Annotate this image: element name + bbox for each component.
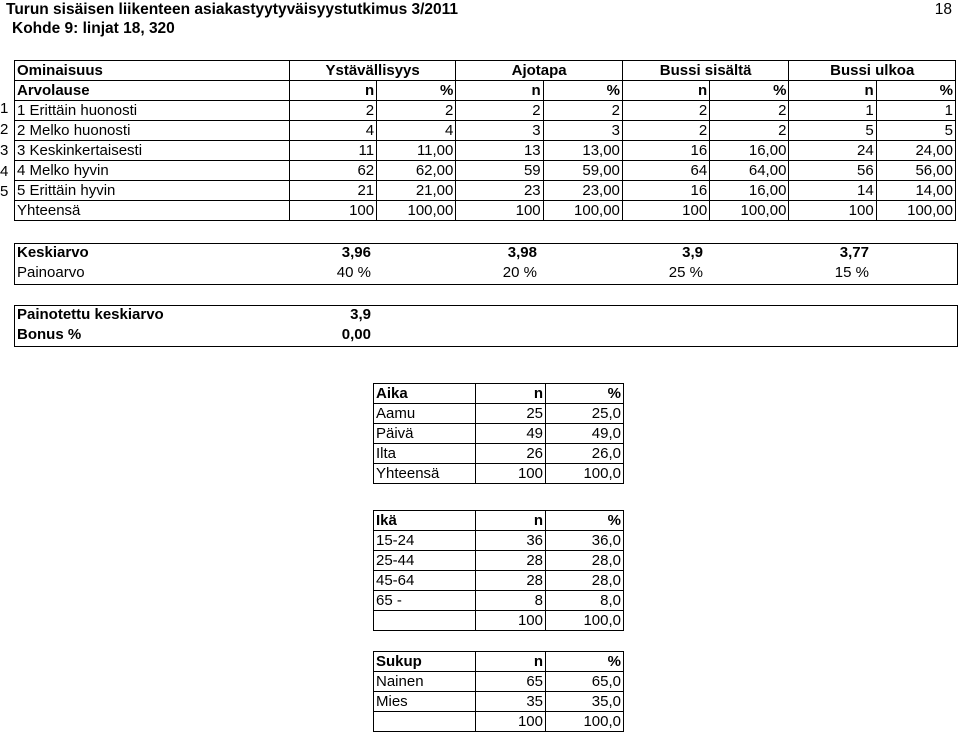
keskiarvo-label: Keskiarvo <box>17 244 89 261</box>
table-cell: 8,0 <box>546 591 624 611</box>
table-cell: 36 <box>476 531 546 551</box>
table-cell: 49 <box>476 424 546 444</box>
table-cell: 100 <box>622 201 709 221</box>
table-cell: 8 <box>476 591 546 611</box>
table-cell: 100 <box>289 201 376 221</box>
ika-header: Ikä <box>374 511 476 531</box>
table-cell: 5 <box>789 121 876 141</box>
n-header: n <box>476 384 546 404</box>
table-row <box>374 712 624 732</box>
table-cell: 28 <box>476 551 546 571</box>
table-cell: 100 <box>789 201 876 221</box>
table-cell: 4 <box>377 121 456 141</box>
table-cell: 1 <box>789 101 876 121</box>
row-label: Mies <box>374 692 476 712</box>
gender-table <box>373 651 624 732</box>
header-percent: % <box>543 81 622 101</box>
table-cell: 100,0 <box>546 712 624 732</box>
table-cell: 13,00 <box>543 141 622 161</box>
row-label: 65 - <box>374 591 476 611</box>
table-cell: 16,00 <box>710 181 789 201</box>
table-cell: 23 <box>456 181 543 201</box>
row-label: 15-24 <box>374 531 476 551</box>
header-ystavallisyys: Ystävällisyys <box>289 61 456 81</box>
painoarvo-ajotapa: 20 % <box>502 264 537 281</box>
row-label: 4 Melko hyvin <box>15 161 290 181</box>
table-cell: 100,00 <box>876 201 955 221</box>
weighted-average-value: 3,9 <box>350 306 371 323</box>
table-row <box>15 181 956 201</box>
table-row <box>374 611 624 631</box>
table-cell: 28 <box>476 571 546 591</box>
table-row <box>374 591 624 611</box>
row-label: Yhteensä <box>15 201 290 221</box>
table-cell: 35,0 <box>546 692 624 712</box>
row-label: 45-64 <box>374 571 476 591</box>
row-label: 5 Erittäin hyvin <box>15 181 290 201</box>
row-label: 1 Erittäin huonosti <box>15 101 290 121</box>
average-box <box>14 243 958 285</box>
table-row <box>374 692 624 712</box>
table-row <box>374 571 624 591</box>
table-cell: 3 <box>543 121 622 141</box>
row-label <box>374 611 476 631</box>
table-cell: 36,0 <box>546 531 624 551</box>
table-cell: 5 <box>876 121 955 141</box>
table-row <box>374 551 624 571</box>
table-cell: 13 <box>456 141 543 161</box>
time-of-day-table <box>373 383 624 484</box>
table-cell: 2 <box>622 121 709 141</box>
table-cell: 4 <box>289 121 376 141</box>
table-cell: 26,0 <box>546 444 624 464</box>
row-label: 3 Keskinkertaisesti <box>15 141 290 161</box>
table-cell: 65,0 <box>546 672 624 692</box>
header-percent: % <box>377 81 456 101</box>
table-cell: 62 <box>289 161 376 181</box>
table-cell: 100,00 <box>377 201 456 221</box>
table-row <box>15 101 956 121</box>
table-header-row <box>374 511 624 531</box>
table-row <box>374 531 624 551</box>
table-cell: 100,00 <box>543 201 622 221</box>
painoarvo-bussi-sisalta: 25 % <box>668 264 703 281</box>
table-cell: 59 <box>456 161 543 181</box>
header-n: n <box>789 81 876 101</box>
bonus-label: Bonus % <box>17 326 82 343</box>
n-header: n <box>476 652 546 672</box>
percent-header: % <box>546 511 624 531</box>
aika-header: Aika <box>374 384 476 404</box>
header-n: n <box>456 81 543 101</box>
table-header-row <box>374 652 624 672</box>
weighted-average-box <box>14 305 958 347</box>
table-cell: 64 <box>622 161 709 181</box>
table-header-row <box>374 384 624 404</box>
table-cell: 24 <box>789 141 876 161</box>
header-ominaisuus: Ominaisuus <box>15 61 290 81</box>
column-header-row <box>15 81 956 101</box>
table-cell: 25 <box>476 404 546 424</box>
table-cell: 14,00 <box>876 181 955 201</box>
row-label: Aamu <box>374 404 476 424</box>
bonus-value: 0,00 <box>341 326 371 343</box>
header-bussi-sisalta: Bussi sisältä <box>622 61 789 81</box>
table-cell: 1 <box>876 101 955 121</box>
table-cell: 100,0 <box>546 611 624 631</box>
sukup-header: Sukup <box>374 652 476 672</box>
table-cell: 100,0 <box>546 464 624 484</box>
table-row <box>374 464 624 484</box>
table-row <box>15 161 956 181</box>
table-cell: 100 <box>456 201 543 221</box>
header-ajotapa: Ajotapa <box>456 61 623 81</box>
table-cell: 56 <box>789 161 876 181</box>
table-cell: 21,00 <box>377 181 456 201</box>
table-cell: 65 <box>476 672 546 692</box>
table-row <box>374 444 624 464</box>
n-header: n <box>476 511 546 531</box>
row-label: Päivä <box>374 424 476 444</box>
table-cell: 100 <box>476 712 546 732</box>
row-label: Nainen <box>374 672 476 692</box>
table-cell: 2 <box>456 101 543 121</box>
table-cell: 3 <box>456 121 543 141</box>
table-cell: 56,00 <box>876 161 955 181</box>
percent-header: % <box>546 652 624 672</box>
table-cell: 100 <box>476 464 546 484</box>
table-cell: 2 <box>543 101 622 121</box>
table-row <box>15 121 956 141</box>
table-row <box>15 141 956 161</box>
table-cell: 100 <box>476 611 546 631</box>
table-cell: 25,0 <box>546 404 624 424</box>
group-header-row <box>15 61 956 81</box>
table-cell: 14 <box>789 181 876 201</box>
painoarvo-label: Painoarvo <box>17 264 85 281</box>
table-cell: 11 <box>289 141 376 161</box>
table-cell: 59,00 <box>543 161 622 181</box>
table-cell: 21 <box>289 181 376 201</box>
table-cell: 26 <box>476 444 546 464</box>
table-cell: 62,00 <box>377 161 456 181</box>
table-cell: 64,00 <box>710 161 789 181</box>
header-n: n <box>289 81 376 101</box>
row-label: 25-44 <box>374 551 476 571</box>
weighted-average-label: Painotettu keskiarvo <box>17 306 164 323</box>
keskiarvo-ajotapa: 3,98 <box>507 244 537 261</box>
age-table <box>373 510 624 631</box>
table-cell: 16,00 <box>710 141 789 161</box>
header-arvolause: Arvolause <box>15 81 290 101</box>
row-label <box>374 712 476 732</box>
table-row <box>374 424 624 444</box>
table-cell: 49,0 <box>546 424 624 444</box>
keskiarvo-ystavallisyys: 3,96 <box>341 244 371 261</box>
header-percent: % <box>876 81 955 101</box>
keskiarvo-bussi-sisalta: 3,9 <box>682 244 703 261</box>
header-n: n <box>622 81 709 101</box>
table-row <box>374 404 624 424</box>
table-cell: 11,00 <box>377 141 456 161</box>
page-number: 18 <box>934 1 952 18</box>
percent-header: % <box>546 384 624 404</box>
row-number: 1 <box>0 100 9 117</box>
table-cell: 2 <box>710 101 789 121</box>
report-title: Turun sisäisen liikenteen asiakastyytyväisyystutkimus 3/2011 <box>6 1 459 18</box>
row-label: 2 Melko huonosti <box>15 121 290 141</box>
row-number: 2 <box>0 121 9 138</box>
table-cell: 2 <box>377 101 456 121</box>
row-number: 5 <box>0 183 9 200</box>
painoarvo-bussi-ulkoa: 15 % <box>834 264 869 281</box>
table-row <box>374 672 624 692</box>
header-percent: % <box>710 81 789 101</box>
row-number: 4 <box>0 163 9 180</box>
table-cell: 2 <box>622 101 709 121</box>
table-cell: 2 <box>710 121 789 141</box>
table-cell: 2 <box>289 101 376 121</box>
table-cell: 35 <box>476 692 546 712</box>
satisfaction-table <box>14 60 956 221</box>
table-cell: 23,00 <box>543 181 622 201</box>
report-subtitle: Kohde 9: linjat 18, 320 <box>12 20 175 37</box>
row-number: 3 <box>0 142 9 159</box>
table-row <box>15 201 956 221</box>
keskiarvo-bussi-ulkoa: 3,77 <box>839 244 869 261</box>
row-label: Yhteensä <box>374 464 476 484</box>
row-label: Ilta <box>374 444 476 464</box>
table-cell: 16 <box>622 181 709 201</box>
table-cell: 16 <box>622 141 709 161</box>
table-cell: 100,00 <box>710 201 789 221</box>
header-bussi-ulkoa: Bussi ulkoa <box>789 61 956 81</box>
table-cell: 28,0 <box>546 571 624 591</box>
table-cell: 24,00 <box>876 141 955 161</box>
painoarvo-ystavallisyys: 40 % <box>336 264 371 281</box>
table-cell: 28,0 <box>546 551 624 571</box>
